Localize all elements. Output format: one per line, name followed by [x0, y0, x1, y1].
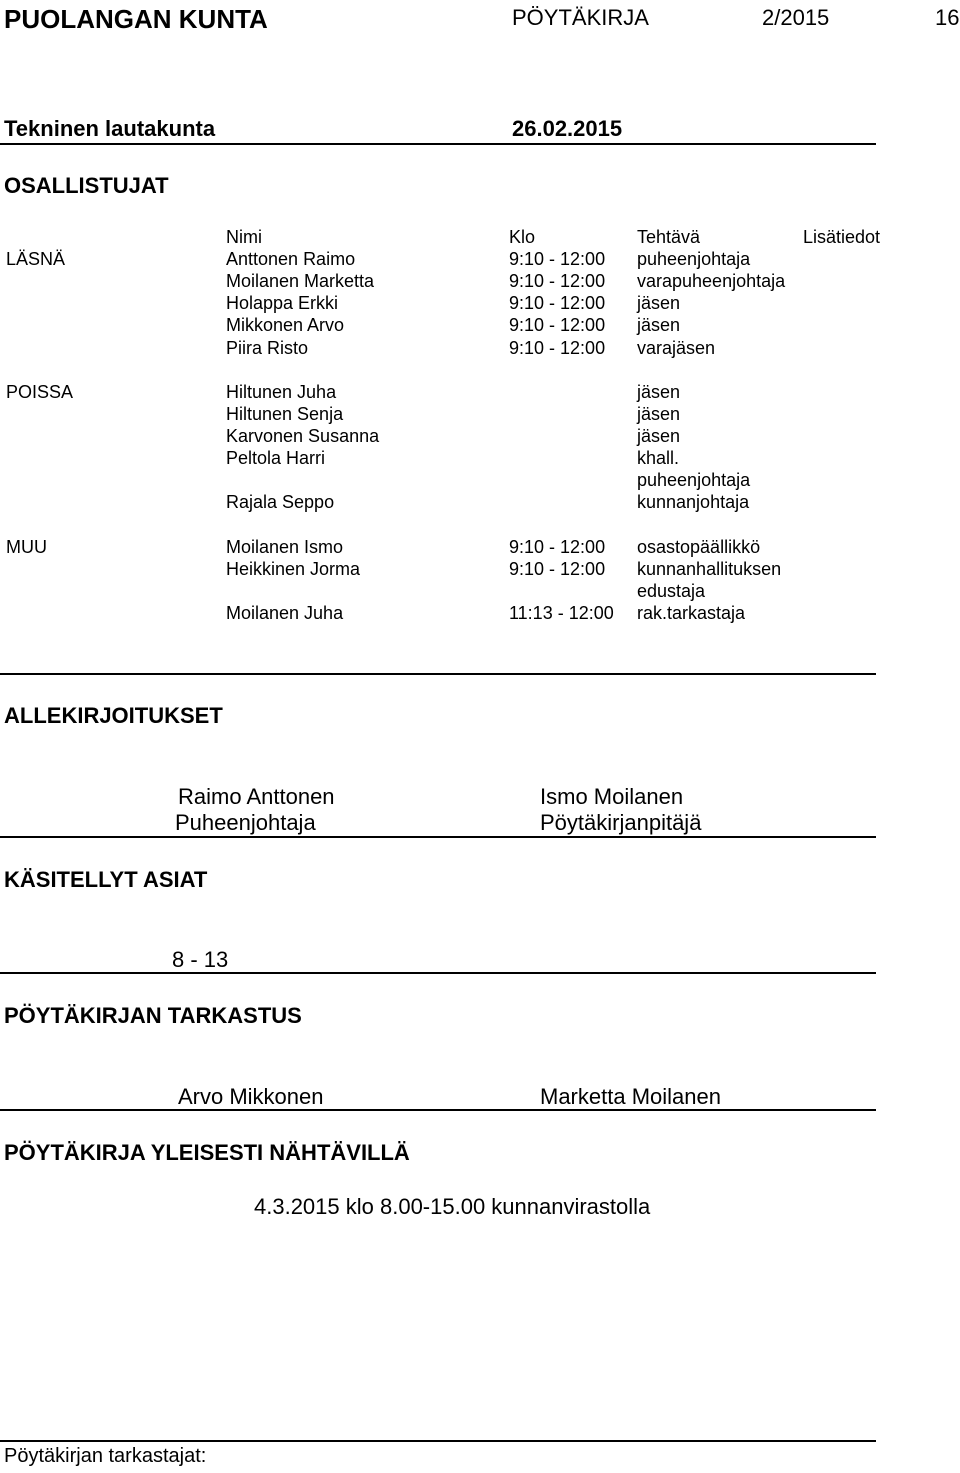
present-label: LÄSNÄ	[6, 249, 66, 269]
meeting-body: Tekninen lautakunta	[4, 116, 216, 141]
chair-title: Puheenjohtaja	[175, 810, 316, 835]
reviewer-name-2: Marketta Moilanen	[540, 1084, 721, 1109]
table-row-name: Hiltunen Senja	[226, 404, 344, 424]
items-rule	[0, 972, 876, 974]
table-row-role: puheenjohtaja	[637, 249, 751, 269]
document-number: 2/2015	[762, 5, 830, 30]
table-row-role-continued: puheenjohtaja	[637, 470, 751, 490]
signatures-title: ALLEKIRJOITUKSET	[4, 703, 223, 728]
municipality-name: PUOLANGAN KUNTA	[4, 4, 268, 34]
table-row-name: Anttonen Raimo	[226, 249, 356, 269]
table-row-name: Rajala Seppo	[226, 492, 335, 512]
other-label: MUU	[6, 537, 47, 557]
table-row-role: khall.	[637, 448, 680, 468]
table-row-name: Heikkinen Jorma	[226, 559, 361, 579]
attendance-rule	[0, 673, 876, 675]
table-row-name: Karvonen Susanna	[226, 426, 380, 446]
table-row-role: jäsen	[637, 315, 681, 335]
absent-label: POISSA	[6, 382, 74, 402]
column-header-notes: Lisätiedot	[803, 227, 881, 247]
table-row-role-continued: edustaja	[637, 581, 706, 601]
public-title: PÖYTÄKIRJA YLEISESTI NÄHTÄVILLÄ	[4, 1140, 410, 1165]
column-header-name: Nimi	[226, 227, 262, 247]
table-row-name: Moilanen Ismo	[226, 537, 344, 557]
meeting-date: 26.02.2015	[512, 116, 623, 141]
table-row-name: Moilanen Marketta	[226, 271, 375, 291]
table-row-name: Moilanen Juha	[226, 603, 344, 623]
table-row-time: 9:10 - 12:00	[509, 315, 606, 335]
header-rule	[0, 143, 876, 145]
items-title: KÄSITELLYT ASIAT	[4, 867, 208, 892]
table-row-time: 9:10 - 12:00	[509, 293, 606, 313]
table-row-time: 9:10 - 12:00	[509, 559, 606, 579]
table-row-role: varajäsen	[637, 338, 716, 358]
secretary-name: Ismo Moilanen	[540, 784, 684, 809]
table-row-role: rak.tarkastaja	[637, 603, 746, 623]
table-row-name: Holappa Erkki	[226, 293, 339, 313]
table-row-role: jäsen	[637, 293, 681, 313]
table-row-role: osastopäällikkö	[637, 537, 761, 557]
footer-rule	[0, 1440, 876, 1442]
table-row-time: 9:10 - 12:00	[509, 338, 606, 358]
table-row-role: kunnanhallituksen	[637, 559, 782, 579]
table-row-name: Hiltunen Juha	[226, 382, 337, 402]
table-row-name: Piira Risto	[226, 338, 309, 358]
chair-name: Raimo Anttonen	[178, 784, 335, 809]
column-header-time: Klo	[509, 227, 536, 247]
table-row-time: 11:13 - 12:00	[509, 603, 614, 623]
column-header-role: Tehtävä	[637, 227, 701, 247]
review-rule	[0, 1109, 876, 1111]
reviewers-label: Pöytäkirjan tarkastajat:	[4, 1445, 207, 1467]
attendance-title: OSALLISTUJAT	[4, 173, 169, 198]
table-row-role: jäsen	[637, 404, 681, 424]
table-row-time: 9:10 - 12:00	[509, 537, 606, 557]
review-title: PÖYTÄKIRJAN TARKASTUS	[4, 1003, 302, 1028]
public-display-text: 4.3.2015 klo 8.00-15.00 kunnanvirastolla	[254, 1194, 651, 1219]
table-row-role: varapuheenjohtaja	[637, 271, 786, 291]
table-row-role: jäsen	[637, 382, 681, 402]
table-row-time: 9:10 - 12:00	[509, 249, 606, 269]
table-row-name: Peltola Harri	[226, 448, 326, 468]
table-row-role: kunnanjohtaja	[637, 492, 750, 512]
items-range: 8 - 13	[172, 947, 229, 972]
table-row-role: jäsen	[637, 426, 681, 446]
table-row-time: 9:10 - 12:00	[509, 271, 606, 291]
table-row-name: Mikkonen Arvo	[226, 315, 345, 335]
secretary-title: Pöytäkirjanpitäjä	[540, 810, 702, 835]
document-type: PÖYTÄKIRJA	[512, 5, 649, 30]
signatures-rule	[0, 836, 876, 838]
reviewer-name-1: Arvo Mikkonen	[178, 1084, 324, 1109]
page-number: 16	[935, 5, 960, 30]
